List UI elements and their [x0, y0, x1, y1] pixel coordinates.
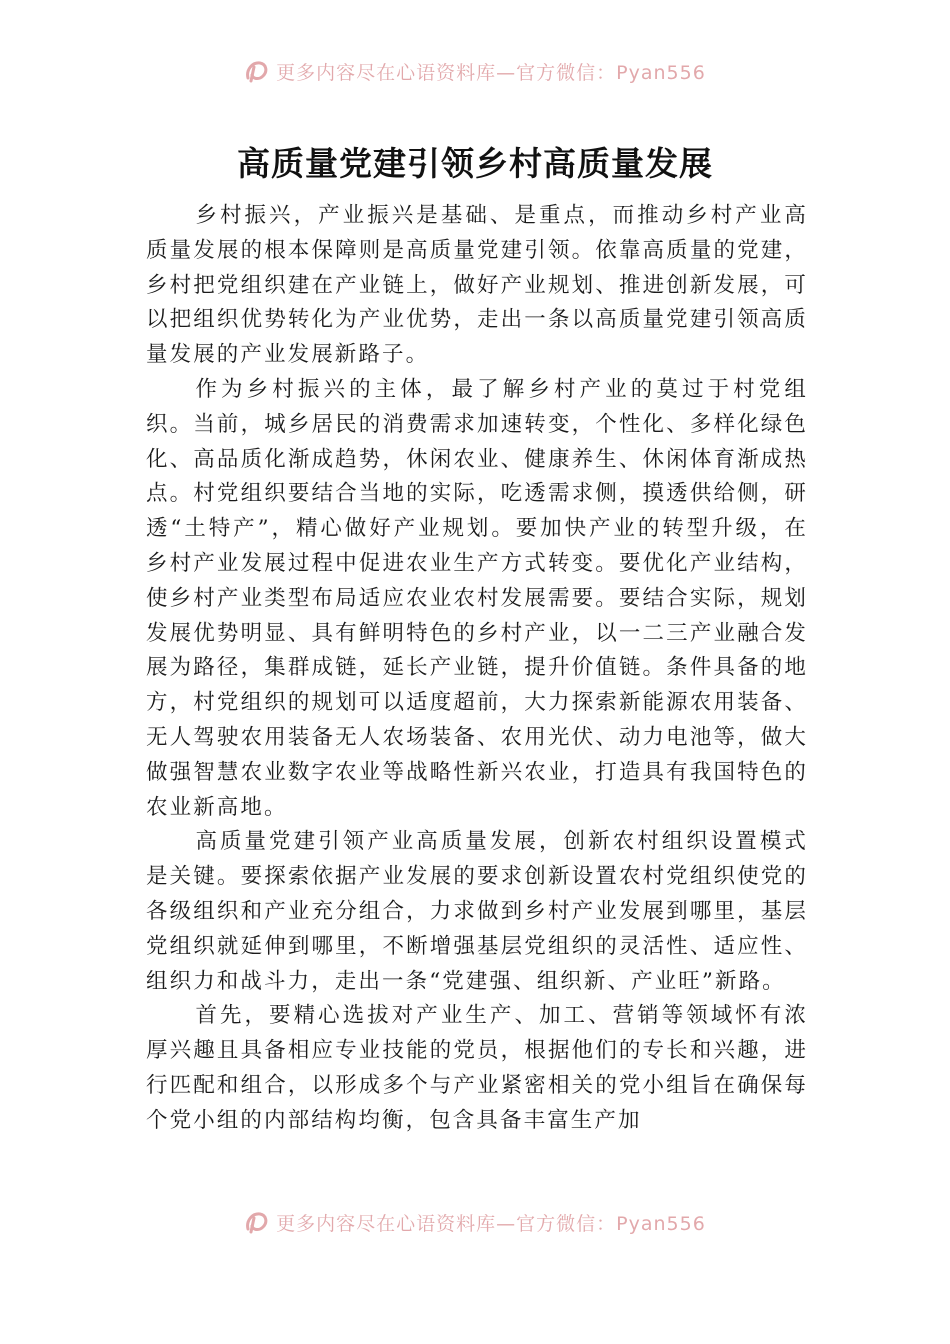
stylized-d-logo-icon [244, 1209, 270, 1235]
paragraph: 高质量党建引领产业高质量发展，创新农村组织设置模式是关键。要探索依据产业发展的要求创新设置农村党组织使党的各级组织和产业充分组合，力求做到乡村产业发展到哪里，基层党组织就延伸到哪里，不断增强基层党组织的灵活性、适应性、组织力和战斗力，走出一条“党建强、组织新、产业旺”新路。 [146, 829, 808, 994]
paragraph: 乡村振兴，产业振兴是基础、是重点，而推动乡村产业高质量发展的根本保障则是高质量党建引领。依靠高质量的党建，乡村把党组织建在产业链上，做好产业规划、推进创新发展，可以把组织优势转化为产业优势，走出一条以高质量党建引领高质量发展的产业发展新路子。 [146, 203, 808, 368]
watermark-footer [0, 1205, 950, 1239]
paragraph: 首先，要精心选拔对产业生产、加工、营销等领域怀有浓厚兴趣且具备相应专业技能的党员，根据他们的专长和兴趣，进行匹配和组合，以形成多个与产业紧密相关的党小组旨在确保每个党小组的内部结构均衡，包含具备丰富生产加 [146, 1003, 808, 1133]
watermark-header [0, 54, 950, 88]
stylized-d-logo-icon [244, 58, 270, 84]
document-title: 高质量党建引领乡村高质量发展 [237, 144, 713, 183]
paragraph: 作为乡村振兴的主体，最了解乡村产业的莫过于村党组织。当前，城乡居民的消费需求加速转变，个性化、多样化绿色化、高品质化渐成趋势，休闲农业、健康养生、休闲体育渐成热点。村党组织要结合当地的实际，吃透需求侧，摸透供给侧，研透“土特产”，精心做好产业规划。要加快产业的转型升级，在乡村产业发展过程中促进农业生产方式转变。要优化产业结构，使乡村产业类型布局适应农业农村发展需要。要结合实际，规划发展优势明显、具有鲜明特色的乡村产业，以一二三产业融合发展为路径，集群成链，延长产业链，提升价值链。条件具备的地方，村党组织的规划可以适度超前，大力探索新能源农用装备、无人驾驶农用装备无人农场装备、农用光伏、动力电池等，做大做强智慧农业数字农业等战略性新兴农业，打造具有我国特色的农业新高地。 [146, 376, 808, 820]
watermark-text: 更多内容尽在心语资料库—官方微信：Pyan556 [276, 1212, 706, 1235]
document-body [146, 199, 808, 1139]
watermark-text: 更多内容尽在心语资料库—官方微信：Pyan556 [276, 61, 706, 84]
